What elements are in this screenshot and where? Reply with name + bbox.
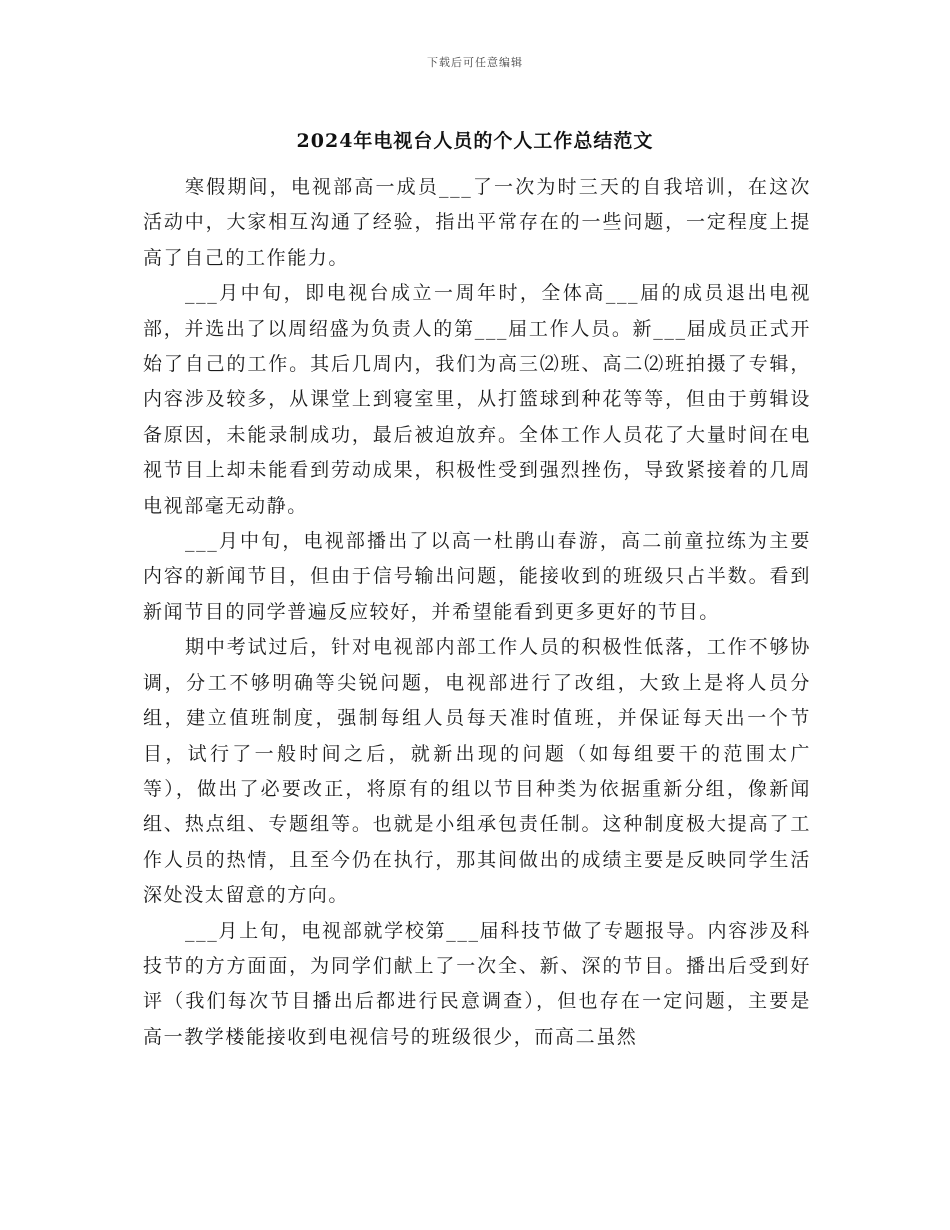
paragraph: 期中考试过后，针对电视部内部工作人员的积极性低落，工作不够协调，分工不够明确等尖锐问题，电视部进行了改组，大致上是将人员分组，建立值班制度，强制每组人员每天准时值班，并保证每天出一个节目，试行了一般时间之后，就新出现的问题（如每组要干的范围太广等），做出了必要改正，将原有的组以节目种类为依据重新分组，像新闻组、热点组、专题组等。也就是小组承包责任制。这种制度极大提高了工作人员的热情，且至今仍在执行，那其间做出的成绩主要是反映同学生活深处没太留意的方向。 <box>143 636 811 907</box>
page-header-note: 下载后可任意编辑 <box>427 56 523 69</box>
document-title: 2024年电视台人员的个人工作总结范文 <box>296 130 654 152</box>
paragraph: ___月上旬，电视部就学校第___届科技节做了专题报导。内容涉及科技节的方方面面，为同学们献上了一次全、新、深的节目。播出后受到好评（我们每次节目播出后都进行民意调查），但也存在一定问题，主要是高一教学楼能接收到电视信号的班级很少，而高二虽然 <box>143 919 811 1048</box>
paragraph: ___月中旬，电视部播出了以高一杜鹃山春游，高二前童拉练为主要内容的新闻节目，但由于信号输出问题，能接收到的班级只占半数。看到新闻节目的同学普遍反应较好，并希望能看到更多更好的节目。 <box>143 530 811 623</box>
paragraph: ___月中旬，即电视台成立一周年时，全体高___届的成员退出电视部，并选出了以周绍盛为负责人的第___届工作人员。新___届成员正式开始了自己的工作。其后几周内，我们为高三⑵班、高二⑵班拍摄了专辑，内容涉及较多，从课堂上到寝室里，从打篮球到种花等等，但由于剪辑设备原因，未能录制成功，最后被迫放弃。全体工作人员花了大量时间在电视节目上却未能看到劳动成果，积极性受到强烈挫伤，导致紧接着的几周电视部毫无动静。 <box>143 282 811 517</box>
document-body <box>143 170 811 1055</box>
paragraph: 寒假期间，电视部高一成员___了一次为时三天的自我培训，在这次活动中，大家相互沟通了经验，指出平常存在的一些问题，一定程度上提高了自己的工作能力。 <box>143 176 811 269</box>
